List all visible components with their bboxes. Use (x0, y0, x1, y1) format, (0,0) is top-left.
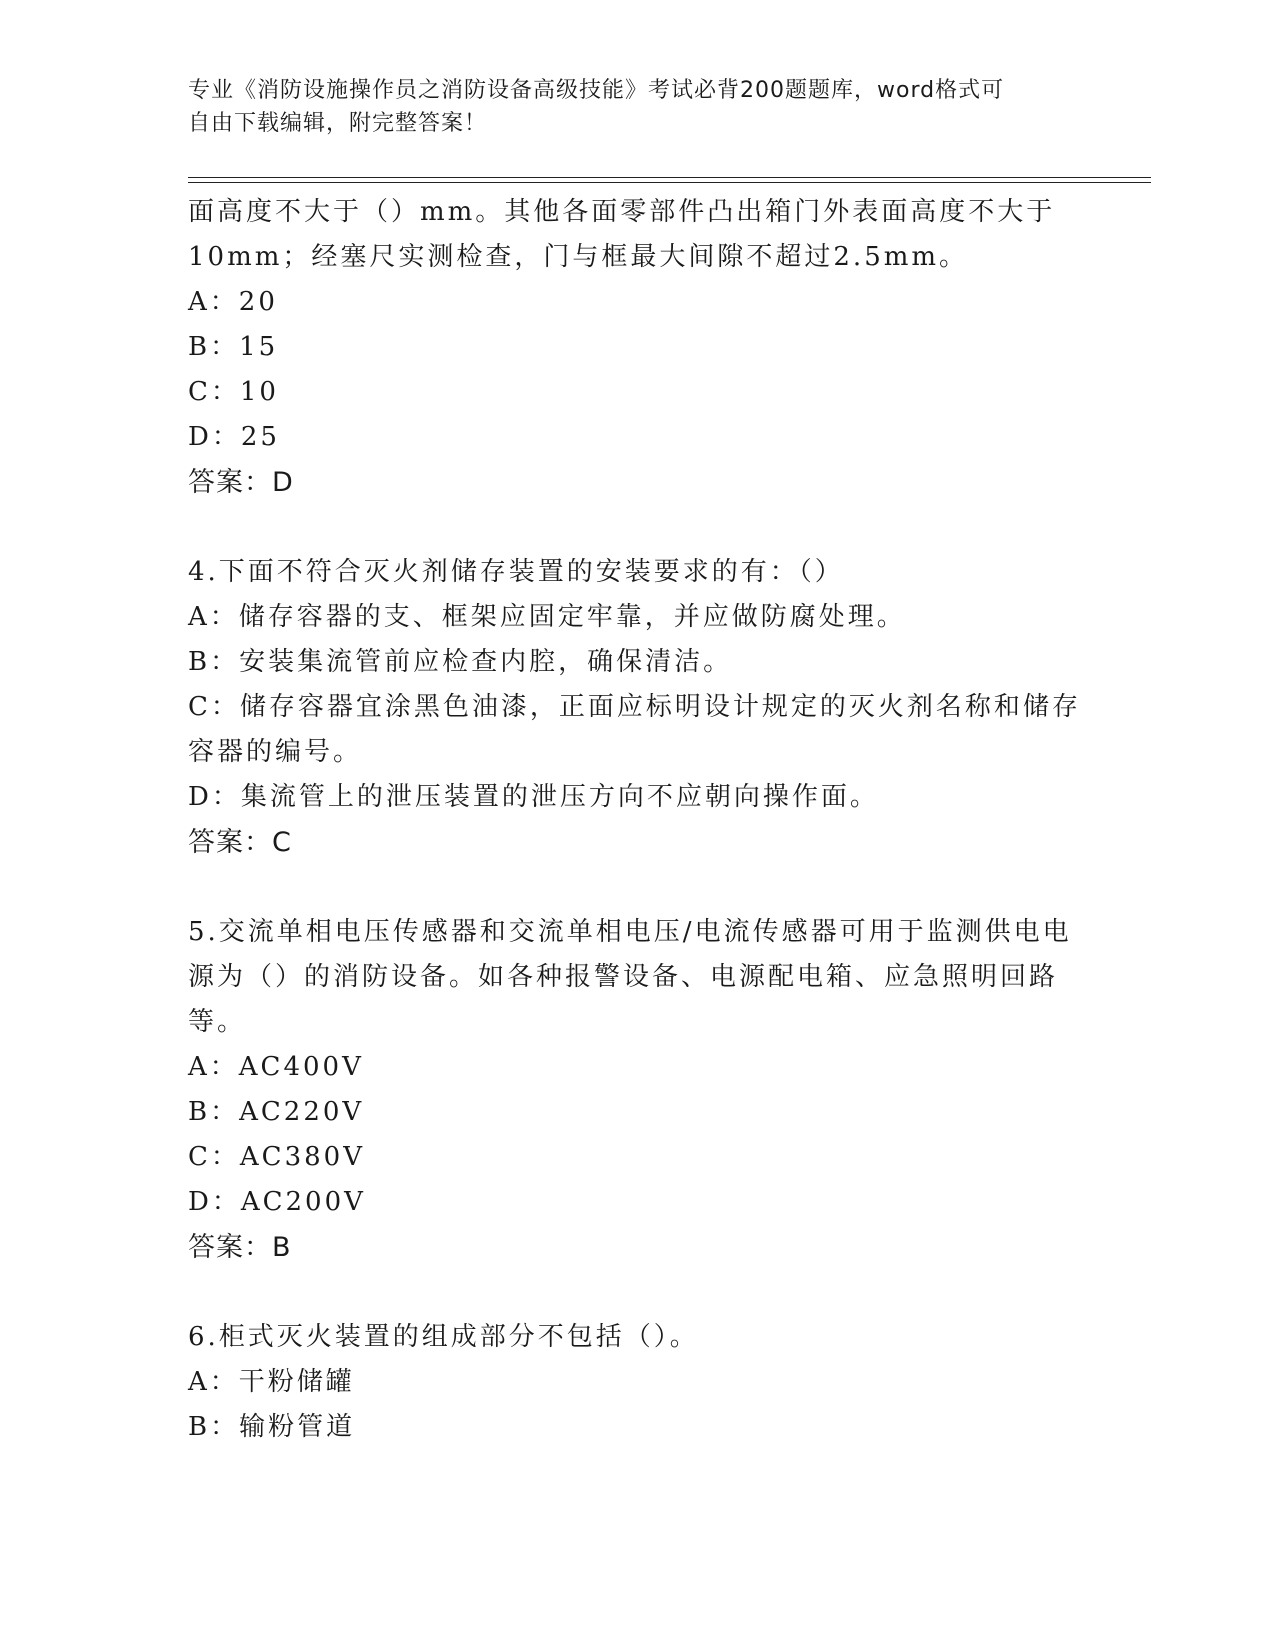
question-5-option-a: A：AC400V (188, 1052, 364, 1082)
question-4-option-a: A：储存容器的支、框架应固定牢靠，并应做防腐处理。 (188, 602, 906, 632)
question-spacer (188, 1270, 1088, 1315)
question-3-stem-line-2: 10mm；经塞尺实测检查，门与框最大间隙不超过2.5mm。 (188, 242, 969, 272)
document-header (188, 74, 1068, 140)
question-3-option-c: C：10 (188, 377, 279, 407)
question-4 (188, 550, 1088, 865)
question-3 (188, 190, 1088, 505)
question-3-option-d: D：25 (188, 422, 280, 452)
question-5-stem-line-3: 等。 (188, 1007, 247, 1037)
question-5-stem-line-2: 源为（）的消防设备。如各种报警设备、电源配电箱、应急照明回路 (188, 962, 1059, 992)
question-4-option-b: B：安装集流管前应检查内腔，确保清洁。 (188, 647, 733, 677)
question-4-option-d: D：集流管上的泄压装置的泄压方向不应朝向操作面。 (188, 782, 879, 812)
question-5-option-c: C：AC380V (188, 1142, 365, 1172)
question-4-answer: 答案：C (188, 827, 292, 858)
header-divider-bottom (188, 182, 1151, 183)
question-4-stem: 4.下面不符合灭火剂储存装置的安装要求的有：（） (188, 557, 844, 587)
question-6-stem: 6.柜式灭火装置的组成部分不包括（）。 (188, 1322, 699, 1352)
header-line-1: 专业《消防设施操作员之消防设备高级技能》考试必背200题题库，word格式可 (188, 78, 1005, 103)
question-5-option-b: B：AC220V (188, 1097, 365, 1127)
question-5-stem-line-1: 5.交流单相电压传感器和交流单相电压/电流传感器可用于监测供电电 (188, 917, 1072, 947)
question-3-option-a: A：20 (188, 287, 278, 317)
header-divider-top (188, 177, 1151, 178)
question-4-option-c-line-1: C：储存容器宜涂黑色油漆，正面应标明设计规定的灭火剂名称和储存 (188, 692, 1081, 722)
question-3-answer: 答案：D (188, 467, 294, 498)
question-3-option-b: B：15 (188, 332, 279, 362)
question-4-option-c-line-2: 容器的编号。 (188, 737, 363, 767)
question-6 (188, 1315, 1088, 1450)
question-6-option-b: B：输粉管道 (188, 1412, 356, 1442)
question-content (188, 190, 1088, 1450)
question-6-option-a: A：干粉储罐 (188, 1367, 355, 1397)
header-line-2: 自由下载编辑，附完整答案！ (188, 111, 488, 136)
question-5-option-d: D：AC200V (188, 1187, 366, 1217)
question-spacer (188, 505, 1088, 550)
question-spacer (188, 865, 1088, 910)
question-3-stem-line-1: 面高度不大于（）mm。其他各面零部件凸出箱门外表面高度不大于 (188, 197, 1056, 227)
question-5 (188, 910, 1088, 1270)
question-5-answer: 答案：B (188, 1232, 292, 1263)
